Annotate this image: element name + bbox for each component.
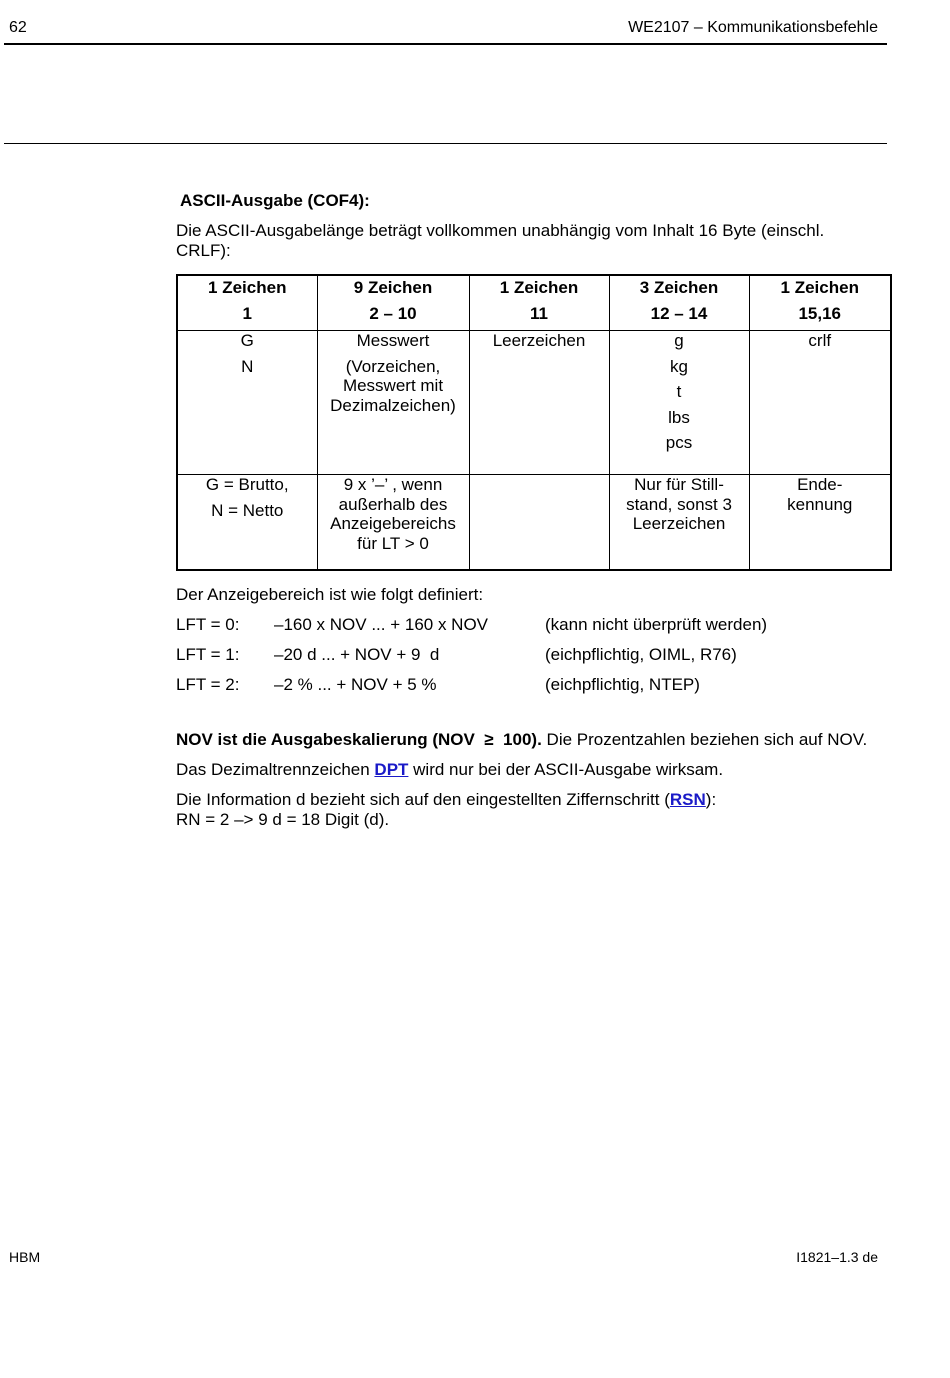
range-key: LFT = 2: [176,675,240,694]
table-header-cell: 9 Zeichen 2 – 10 [317,275,469,331]
range-intro: Der Anzeigebereich ist wie folgt definiert: [176,585,484,604]
range-value: –2 % ... + NOV + 5 % [274,675,437,694]
page-number: 62 [9,19,27,36]
range-note: (eichpflichtig, OIML, R76) [545,645,737,664]
table-cell: Messwert (Vorzeichen, Messwert mit Dezimalzeichen) [317,331,469,475]
range-note: (eichpflichtig, NTEP) [545,675,700,694]
range-note: (kann nicht überprüft werden) [545,615,768,634]
rn-example: RN = 2 –> 9 d = 18 Digit (d). [176,810,390,829]
table-cell: crlf [749,331,891,475]
table-cell: g kg t lbs pcs [609,331,749,475]
range-value: –160 x NOV ... + 160 x NOV [274,615,489,634]
table-cell: 9 x ’–’ , wenn außerhalb des Anzeigebereichs für LT > 0 [317,475,469,571]
dpt-note [176,760,723,780]
table-header-cell: 1 Zeichen 15,16 [749,275,891,331]
dpt-note-text-end: wird nur bei der ASCII-Ausgabe wirksam. [408,760,724,779]
intro-line-1: Die ASCII-Ausgabelänge beträgt vollkommen unabhängig vom Inhalt 16 Byte (einschl. [176,221,825,240]
ascii-output-table [176,274,892,571]
section-rule [4,143,887,144]
nov-note-text: Die Prozentzahlen beziehen sich auf NOV. [541,730,868,749]
header-rule [4,43,887,45]
table-cell: Leerzeichen [469,331,609,475]
footer-company: HBM [9,1249,41,1265]
table-header-cell: 1 Zeichen 11 [469,275,609,331]
range-value: –20 d ... + NOV + 9 d [274,645,440,664]
intro-line-2: CRLF): [176,241,231,260]
rsn-note-text: Die Information d bezieht sich auf den eingestellten Ziffernschritt ( [176,790,670,809]
table-cell [469,475,609,571]
table-header-cell: 1 Zeichen 1 [177,275,317,331]
range-key: LFT = 1: [176,645,240,664]
rsn-note [176,790,716,810]
table-cell: Nur für Still- stand, sonst 3 Leerzeichen [609,475,749,571]
table-cell: Ende- kennung [749,475,891,571]
table-cell: G = Brutto, N = Netto [177,475,317,571]
rsn-note-text-end: ): [705,790,717,809]
table-row-notes [177,475,891,571]
footer-doc-id: I1821–1.3 de [796,1249,878,1265]
table-header-row [177,275,891,331]
range-key: LFT = 0: [176,615,240,634]
table-row-values [177,331,891,475]
nov-note-bold: NOV ist die Ausgabeskalierung (NOV ≥ 100). [176,730,542,749]
table-cell: G N [177,331,317,475]
dpt-link[interactable]: DPT [374,760,409,779]
nov-note [176,730,867,750]
table-header-cell: 3 Zeichen 12 – 14 [609,275,749,331]
document-title: WE2107 – Kommunikationsbefehle [628,19,878,36]
dpt-note-text: Das Dezimaltrennzeichen [176,760,375,779]
section-heading: ASCII-Ausgabe (COF4): [180,191,370,210]
rsn-link[interactable]: RSN [669,790,706,809]
